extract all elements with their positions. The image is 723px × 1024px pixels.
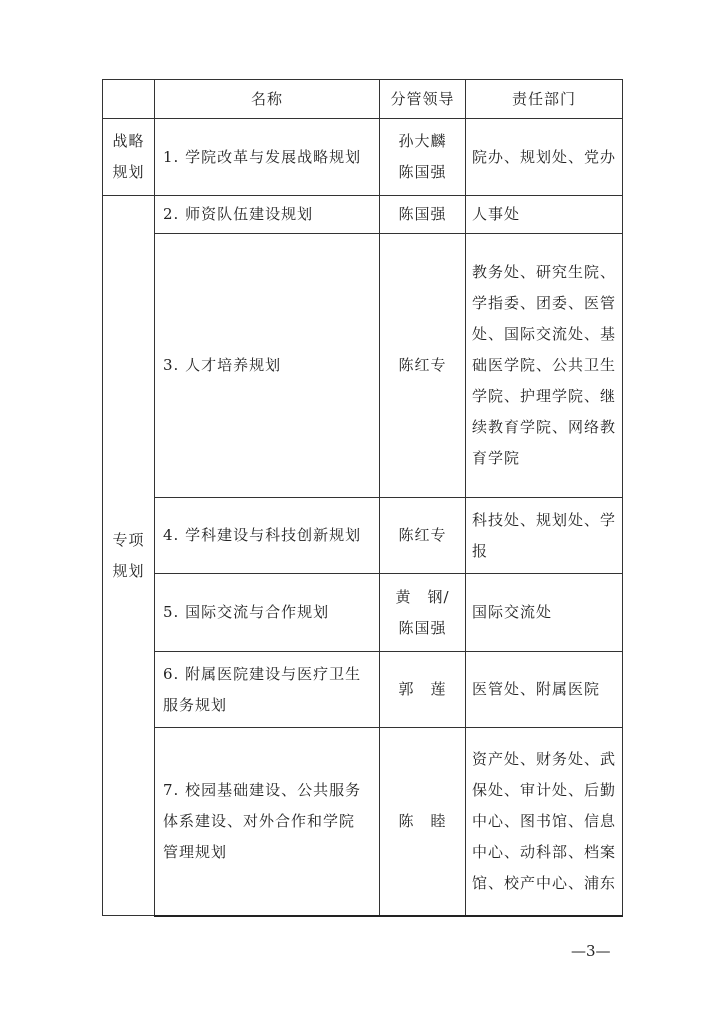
row-department: 资产处、财务处、武 保处、审计处、后勤 中心、图书馆、信息 中心、动科部、档案 馆、校产中心、浦东	[466, 728, 623, 916]
row-leader: 陈 睦	[380, 728, 466, 916]
row-leader: 黄 钢/ 陈国强	[380, 574, 466, 652]
row-department: 院办、规划处、党办	[466, 119, 623, 196]
row-leader: 陈红专	[380, 234, 466, 498]
header-category	[103, 80, 155, 119]
row-name: 7. 校园基础建设、公共服务 体系建设、对外合作和学院 管理规划	[155, 728, 380, 916]
table-row	[103, 234, 623, 498]
row-leader: 陈红专	[380, 498, 466, 574]
row-department: 医管处、附属医院	[466, 652, 623, 728]
row-leader: 郭 莲	[380, 652, 466, 728]
category-strategic: 战略 规划	[103, 119, 155, 196]
table-row	[103, 652, 623, 728]
row-name: 5. 国际交流与合作规划	[155, 574, 380, 652]
row-department: 教务处、研究生院、 学指委、团委、医管 处、国际交流处、基 础医学院、公共卫生 学院、护理学院、继 续教育学院、网络教 育学院	[466, 234, 623, 498]
table-row	[103, 574, 623, 652]
table-header-row	[103, 80, 623, 119]
table-row	[103, 119, 623, 196]
row-name: 4. 学科建设与科技创新规划	[155, 498, 380, 574]
row-name: 6. 附属医院建设与医疗卫生 服务规划	[155, 652, 380, 728]
row-name: 3. 人才培养规划	[155, 234, 380, 498]
header-leader: 分管领导	[380, 80, 466, 119]
plan-table	[102, 79, 623, 917]
header-name: 名称	[155, 80, 380, 119]
table-row	[103, 498, 623, 574]
row-department: 国际交流处	[466, 574, 623, 652]
table-row	[103, 728, 623, 916]
category-special: 专项 规划	[103, 196, 155, 916]
row-name: 2. 师资队伍建设规划	[155, 196, 380, 234]
row-leader: 孙大麟 陈国强	[380, 119, 466, 196]
row-name: 1. 学院改革与发展战略规划	[155, 119, 380, 196]
table-row	[103, 196, 623, 234]
page-number: —3—	[571, 942, 611, 960]
row-department: 科技处、规划处、学 报	[466, 498, 623, 574]
row-department: 人事处	[466, 196, 623, 234]
header-department: 责任部门	[466, 80, 623, 119]
row-leader: 陈国强	[380, 196, 466, 234]
